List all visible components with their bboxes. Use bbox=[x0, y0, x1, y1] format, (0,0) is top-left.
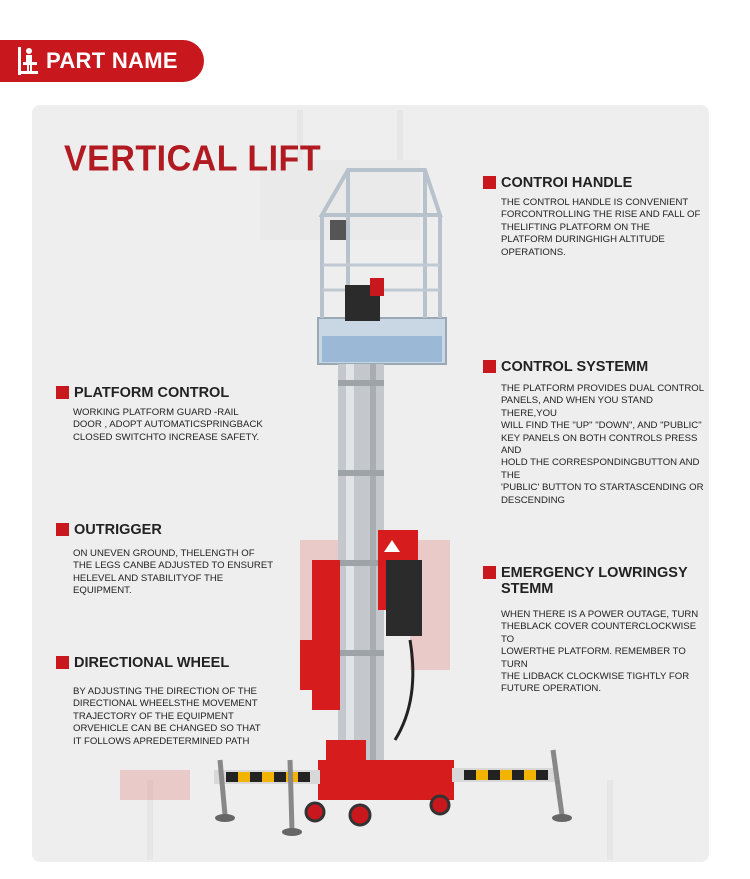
red-square-bullet-icon bbox=[483, 360, 496, 373]
mast bbox=[338, 364, 384, 774]
directional-wheel-heading bbox=[56, 655, 229, 671]
controi-handle-heading bbox=[483, 175, 632, 191]
control-system-text: THE PLATFORM PROVIDES DUAL CONTROL PANELS, AND WHEN YOU STAND THERE,YOU WILL FIND THE "UP" "DOWN", AND "PUBLIC" KEY PANELS ON BOTH CONTROLS PRESS AND HOLD THE CORRESPONDINGBUTTON AND THE 'PUBLIC' BUTTON TO STARTASCENDING OR DESCENDING bbox=[501, 383, 705, 506]
red-square-bullet-icon bbox=[56, 523, 69, 536]
main-title: VERTICAL LIFT bbox=[64, 139, 322, 179]
platform-control-title: PLATFORM CONTROL bbox=[74, 385, 230, 401]
control-system-heading bbox=[483, 359, 648, 375]
control-system-title: CONTROL SYSTEMM bbox=[501, 359, 649, 375]
outrigger-title: OUTRIGGER bbox=[74, 522, 162, 538]
controi-handle-text: THE CONTROL HANDLE IS CONVENIENT FORCONTROLLING THE RISE AND FALL OF THELIFTING PLATFORM ON THE PLATFORM DURINGHIGH ALTITUDE OPERATIONS. bbox=[501, 197, 701, 258]
red-square-bullet-icon bbox=[56, 386, 69, 399]
outrigger-heading bbox=[56, 522, 162, 538]
wheels bbox=[306, 796, 449, 825]
controi-handle-title: CONTROI HANDLE bbox=[501, 175, 633, 191]
red-square-bullet-icon bbox=[483, 566, 496, 579]
platform-control-text: WORKING PLATFORM GUARD -RAIL DOOR , ADOPT AUTOMATICSPRINGBACK CLOSED SWITCHTO INCREASE SAFETY. bbox=[73, 407, 263, 443]
emergency-title: EMERGENCY LOWRINGSY STEMM bbox=[501, 565, 688, 597]
directional-wheel-title: DIRECTIONAL WHEEL bbox=[74, 655, 230, 671]
outrigger-text: ON UNEVEN GROUND, THELENGTH OF THE LEGS CANBE ADJUSTED TO ENSURET HELEVEL AND STABILITYOF THE EQUIPMENT. bbox=[73, 548, 274, 597]
emergency-heading bbox=[483, 565, 688, 597]
emergency-text: WHEN THERE IS A POWER OUTAGE, TURN THEBLACK COVER COUNTERCLOCKWISE TO LOWERTHE PLATFORM. REMEMBER TO TURN THE LIDBACK CLOCKWISE TIGHTLY FOR FUTURE OPERATION. bbox=[501, 609, 699, 695]
header-title: PART NAME bbox=[46, 48, 178, 73]
red-square-bullet-icon bbox=[56, 656, 69, 669]
platform-control-heading bbox=[56, 385, 229, 401]
red-square-bullet-icon bbox=[483, 176, 496, 189]
directional-wheel-text: BY ADJUSTING THE DIRECTION OF THE DIRECTIONAL WHEELSTHE MOVEMENT TRAJECTORY OF THE EQUIPMENT ORVEHICLE CAN BE CHANGED SO THAT IT FOLLOWS APREDETERMINED PATH bbox=[73, 686, 261, 747]
